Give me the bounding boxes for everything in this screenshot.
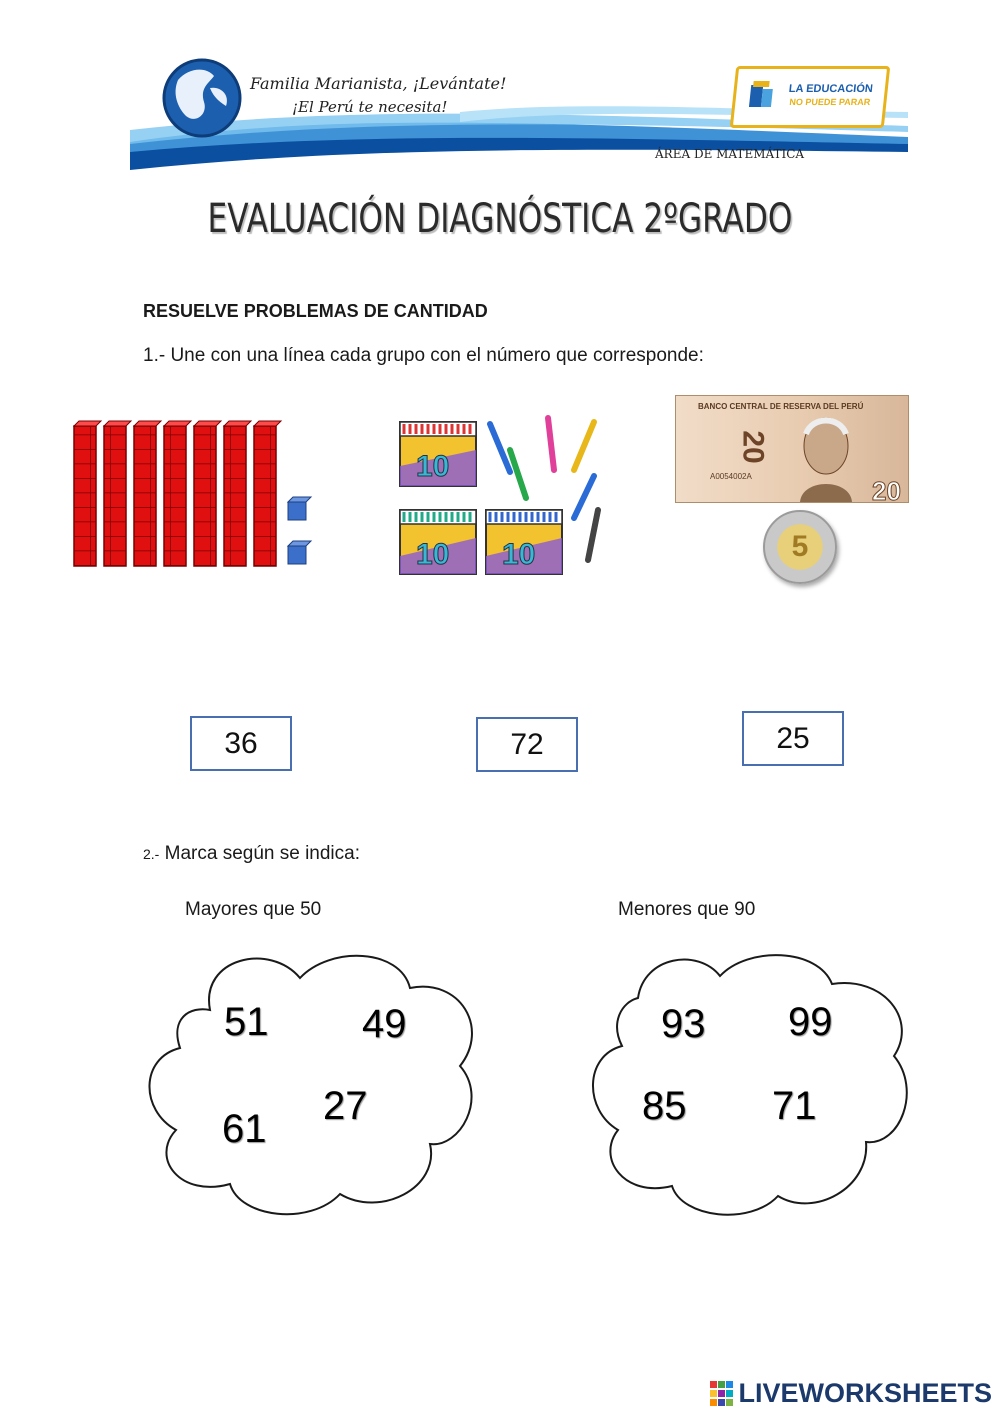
question-2-prompt — [143, 843, 360, 865]
school-motto-line1: Familia Marianista, ¡Levántate! — [250, 74, 507, 93]
base-ten-blocks-illustration — [70, 420, 320, 570]
section-heading: RESUELVE PROBLEMAS DE CANTIDAD — [143, 301, 488, 321]
subject-area-label: ÁREA DE MATEMÁTICA — [655, 147, 805, 161]
coin-value: 5 — [791, 530, 809, 563]
right-cloud-shape — [588, 950, 914, 1218]
answer-box-2[interactable]: 72 — [476, 717, 578, 772]
cloud-number[interactable]: 85 — [642, 1084, 687, 1128]
school-globe-logo-icon — [160, 58, 244, 138]
school-motto-line2: ¡El Perú te necesita! — [292, 98, 448, 116]
ten-rods-group — [74, 421, 281, 566]
cloud-number[interactable]: 61 — [222, 1107, 267, 1151]
unit-cubes-group — [288, 497, 311, 564]
question-1-prompt: 1.- Une con una línea cada grupo con el número que corresponde: — [143, 345, 704, 366]
badge-text-line2: NO PUEDE PARAR — [788, 97, 871, 107]
left-cloud-label: Mayores que 50 — [185, 899, 322, 920]
page-title: EVALUACIÓN DIAGNÓSTICA 2ºGRADO — [207, 196, 793, 242]
education-badge-logo — [730, 66, 891, 128]
cloud-number[interactable]: 99 — [788, 1000, 833, 1044]
answer-box-3[interactable]: 25 — [742, 711, 844, 766]
banknote-serial: A0054002A — [710, 472, 752, 481]
badge-text-line1: LA EDUCACIÓN — [788, 83, 874, 95]
cloud-number[interactable]: 27 — [323, 1084, 368, 1128]
liveworksheets-grid-icon — [710, 1381, 734, 1407]
books-icon — [747, 79, 782, 111]
banknote-value-corner: 20 — [872, 476, 901, 503]
cloud-number[interactable]: 93 — [661, 1002, 706, 1046]
crayon-box-label: 10 — [416, 538, 450, 571]
liveworksheets-text: LIVEWORKSHEETS — [738, 1378, 992, 1408]
cloud-number[interactable]: 71 — [772, 1084, 817, 1128]
question-2-text: Marca según se indica: — [159, 843, 361, 864]
crayon-box-label: 10 — [502, 538, 536, 571]
coin-illustration — [763, 510, 837, 584]
banknote-illustration — [675, 395, 909, 503]
answer-box-1[interactable]: 36 — [190, 716, 292, 771]
liveworksheets-logo[interactable] — [710, 1378, 992, 1409]
crayon-box-label: 10 — [416, 450, 450, 483]
banknote-bank-name: BANCO CENTRAL DE RESERVA DEL PERÚ — [698, 402, 864, 411]
portrait-icon — [786, 408, 866, 502]
cloud-number[interactable]: 51 — [224, 1000, 269, 1044]
crayon-boxes-illustration — [398, 410, 608, 580]
left-cloud-shape — [140, 948, 480, 1216]
cloud-number[interactable]: 49 — [362, 1002, 407, 1046]
right-cloud-label: Menores que 90 — [618, 899, 756, 920]
question-2-number: 2.- — [143, 846, 160, 862]
banknote-value-vertical: 20 — [736, 430, 770, 464]
